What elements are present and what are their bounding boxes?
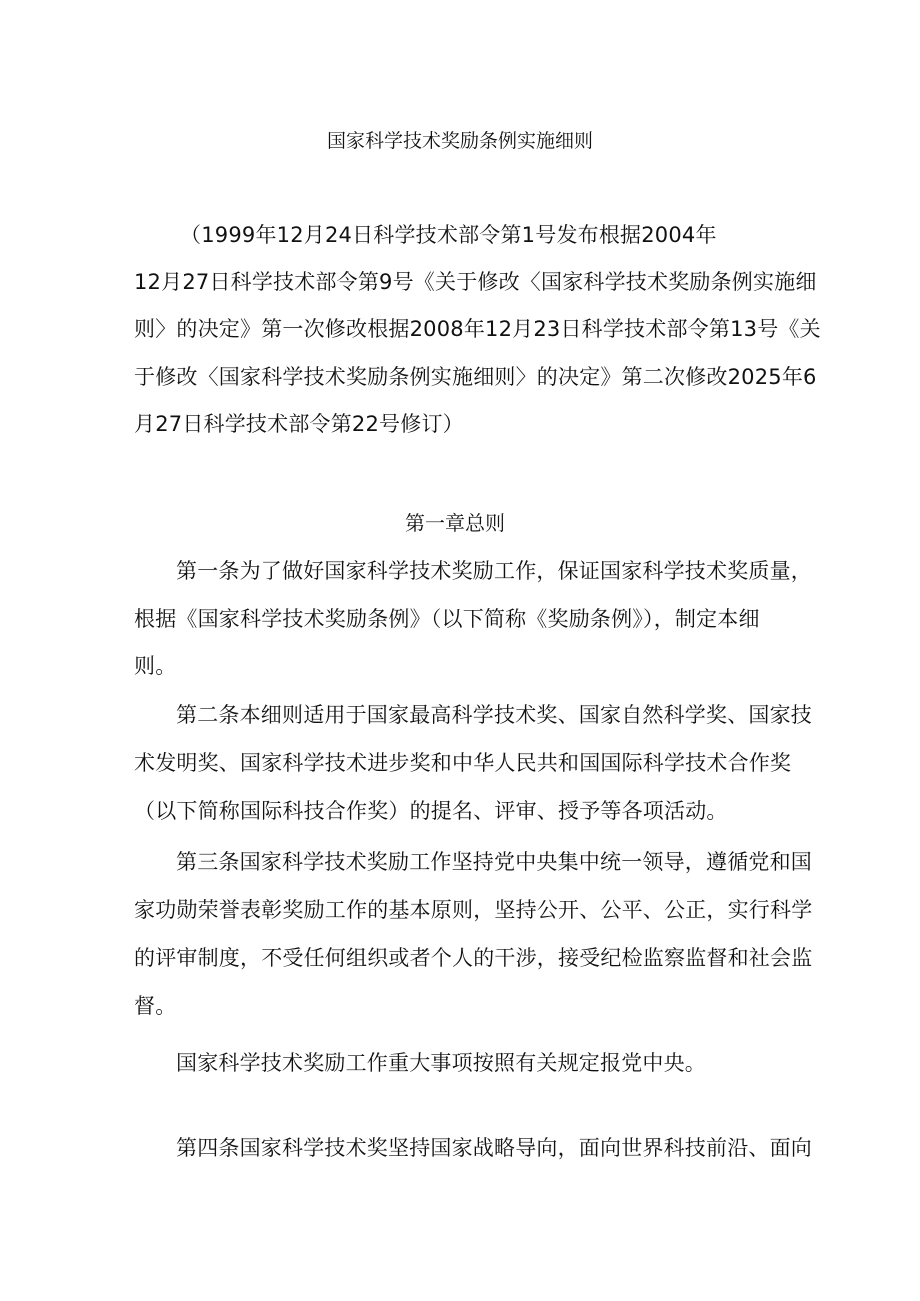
article1-line-1: 第一条为了做好国家科学技术奖励工作，保证国家科学技术奖质量，	[176, 559, 812, 583]
document-title: 国家科学技术奖励条例实施细则	[326, 130, 593, 152]
article3-line-3: 的评审制度，不受任何组织或者个人的干涉，接受纪检监察监督和社会监	[134, 946, 813, 970]
article3-line-4: 督。	[134, 994, 177, 1018]
article1-line-2: 根据《国家科学技术奖励条例》（以下简称《奖励条例》），制定本细	[134, 607, 760, 631]
article2-line-3: （以下简称国际科技合作奖）的提名、评审、授予等各项活动。	[134, 799, 728, 823]
article2-line-1: 第二条本细则适用于国家最高科学技术奖、国家自然科学奖、国家技	[176, 703, 812, 727]
preamble-line-1: （1999年12月24日科学技术部令第1号发布根据2004年	[180, 223, 717, 247]
article3-extra: 国家科学技术奖励工作重大事项按照有关规定报党中央。	[176, 1051, 706, 1075]
chapter-title: 第一章总则	[405, 511, 505, 535]
article3-line-2: 家功勋荣誉表彰奖励工作的基本原则，坚持公开、公平、公正，实行科学	[134, 898, 813, 922]
article3-line-1: 第三条国家科学技术奖励工作坚持党中央集中统一领导，遵循党和国	[176, 850, 812, 874]
preamble-line-2: 12月27日科学技术部令第9号《关于修改〈国家科学技术奖励条例实施细	[134, 270, 817, 294]
article1-line-3: 则。	[134, 654, 177, 678]
preamble-line-3: 则〉的决定》第一次修改根据2008年12月23日科学技术部令第13号《关	[134, 317, 821, 341]
article2-line-2: 术发明奖、国家科学技术进步奖和中华人民共和国国际科学技术合作奖	[134, 751, 792, 775]
article4-line-1: 第四条国家科学技术奖坚持国家战略导向，面向世界科技前沿、面向	[176, 1136, 812, 1160]
preamble-line-5: 月27日科学技术部令第22号修订）	[134, 412, 464, 436]
preamble-line-4: 于修改〈国家科学技术奖励条例实施细则〉的决定》第二次修改2025年6	[134, 365, 817, 389]
